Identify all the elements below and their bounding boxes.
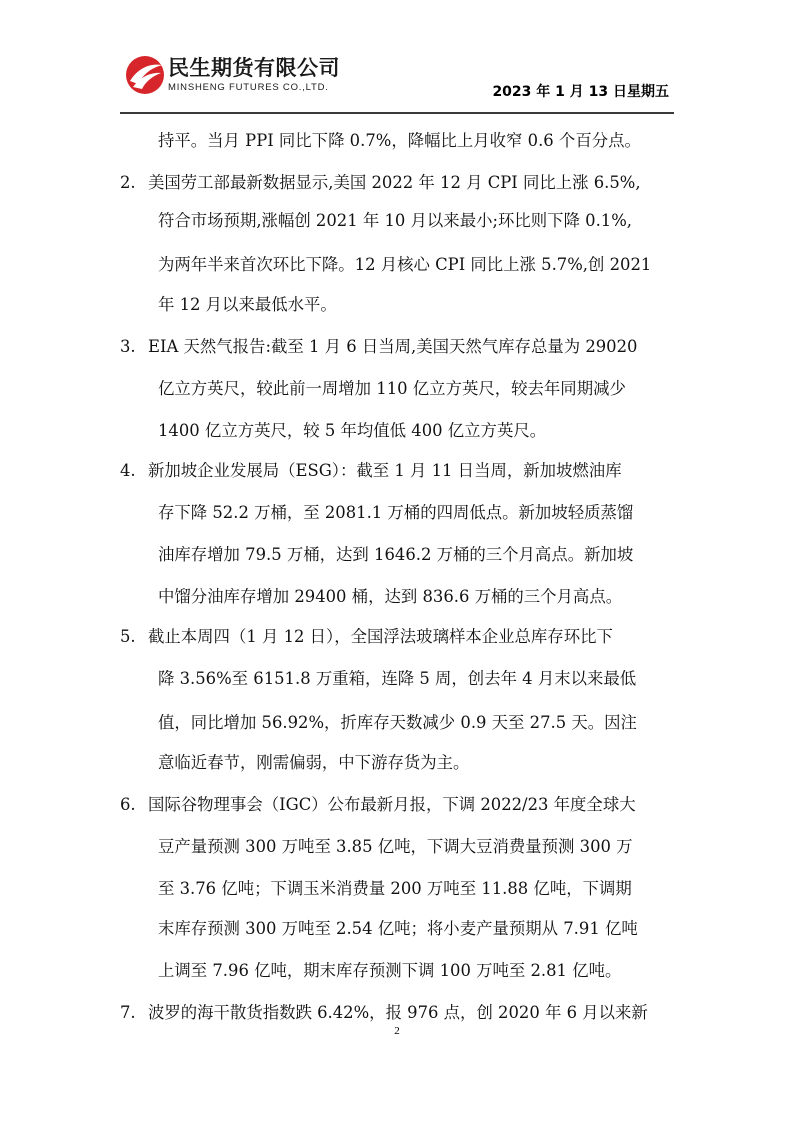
- item-line: 截止本周四（1 月 12 日），全国浮法玻璃样本企业总库存环比下: [148, 627, 613, 646]
- item-line: 意临近春节，刚需偏弱，中下游存货为主。: [158, 753, 470, 772]
- item-line: 上调至 7.96 亿吨，期末库存预测下调 100 万吨至 2.81 亿吨。: [158, 961, 622, 980]
- item-line: 存下降 52.2 万桶，至 2081.1 万桶的四周低点。新加坡轻质蒸馏: [158, 503, 634, 522]
- company-logo: [124, 52, 384, 102]
- minsheng-logo-icon: [124, 54, 166, 96]
- item-line: 油库存增加 79.5 万桶，达到 1646.2 万桶的三个月高点。新加坡: [158, 545, 634, 564]
- item-line: 豆产量预测 300 万吨至 3.85 亿吨，下调大豆消费量预测 300 万: [158, 837, 633, 856]
- item-number: 6.: [120, 795, 136, 814]
- item-line: 新加坡企业发展局（ESG）：截至 1 月 11 日当周，新加坡燃油库: [148, 461, 622, 480]
- item-number: 4.: [120, 461, 136, 480]
- item-line: 符合市场预期,涨幅创 2021 年 10 月以来最小;环比则下降 0.1%,: [158, 211, 633, 230]
- logo-english-name: MINSHENG FUTURES CO.,LTD.: [168, 82, 329, 93]
- header-divider: [120, 112, 674, 114]
- item-number: 5.: [120, 627, 136, 646]
- continuation-line: 持平。当月 PPI 同比下降 0.7%，降幅比上月收窄 0.6 个百分点。: [158, 131, 641, 150]
- item-line: 中馏分油库存增加 29400 桶，达到 836.6 万桶的三个月高点。: [158, 587, 623, 606]
- item-line: 为两年半来首次环比下降。12 月核心 CPI 同比上涨 5.7%,创 2021: [158, 255, 652, 274]
- page-number: 2: [394, 1025, 400, 1037]
- item-line: EIA 天然气报告:截至 1 月 6 日当周,美国天然气库存总量为 29020: [148, 337, 638, 356]
- logo-chinese-name: 民生期货有限公司: [168, 56, 340, 80]
- item-number: 3.: [120, 337, 136, 356]
- page-header: [0, 0, 794, 126]
- item-line: 末库存预测 300 万吨至 2.54 亿吨；将小麦产量预期从 7.91 亿吨: [158, 919, 638, 938]
- item-line: 值，同比增加 56.92%，折库存天数减少 0.9 天至 27.5 天。因注: [158, 713, 637, 732]
- item-line: 波罗的海干散货指数跌 6.42%，报 976 点，创 2020 年 6 月以来新: [148, 1003, 648, 1022]
- item-line: 国际谷物理事会（IGC）公布最新月报，下调 2022/23 年度全球大: [148, 795, 636, 814]
- item-number: 7.: [120, 1003, 136, 1022]
- item-line: 美国劳工部最新数据显示,美国 2022 年 12 月 CPI 同比上涨 6.5%,: [148, 173, 641, 192]
- item-line: 降 3.56%至 6151.8 万重箱，连降 5 周，创去年 4 月末以来最低: [158, 669, 637, 688]
- item-line: 亿立方英尺，较此前一周增加 110 亿立方英尺，较去年同期减少: [158, 379, 626, 398]
- report-date: 2023 年 1 月 13 日星期五: [492, 84, 669, 100]
- item-number: 2.: [120, 173, 136, 192]
- item-line: 1400 亿立方英尺，较 5 年均值低 400 亿立方英尺。: [158, 421, 547, 440]
- item-line: 至 3.76 亿吨；下调玉米消费量 200 万吨至 11.88 亿吨，下调期: [158, 879, 632, 898]
- item-line: 年 12 月以来最低水平。: [158, 295, 337, 314]
